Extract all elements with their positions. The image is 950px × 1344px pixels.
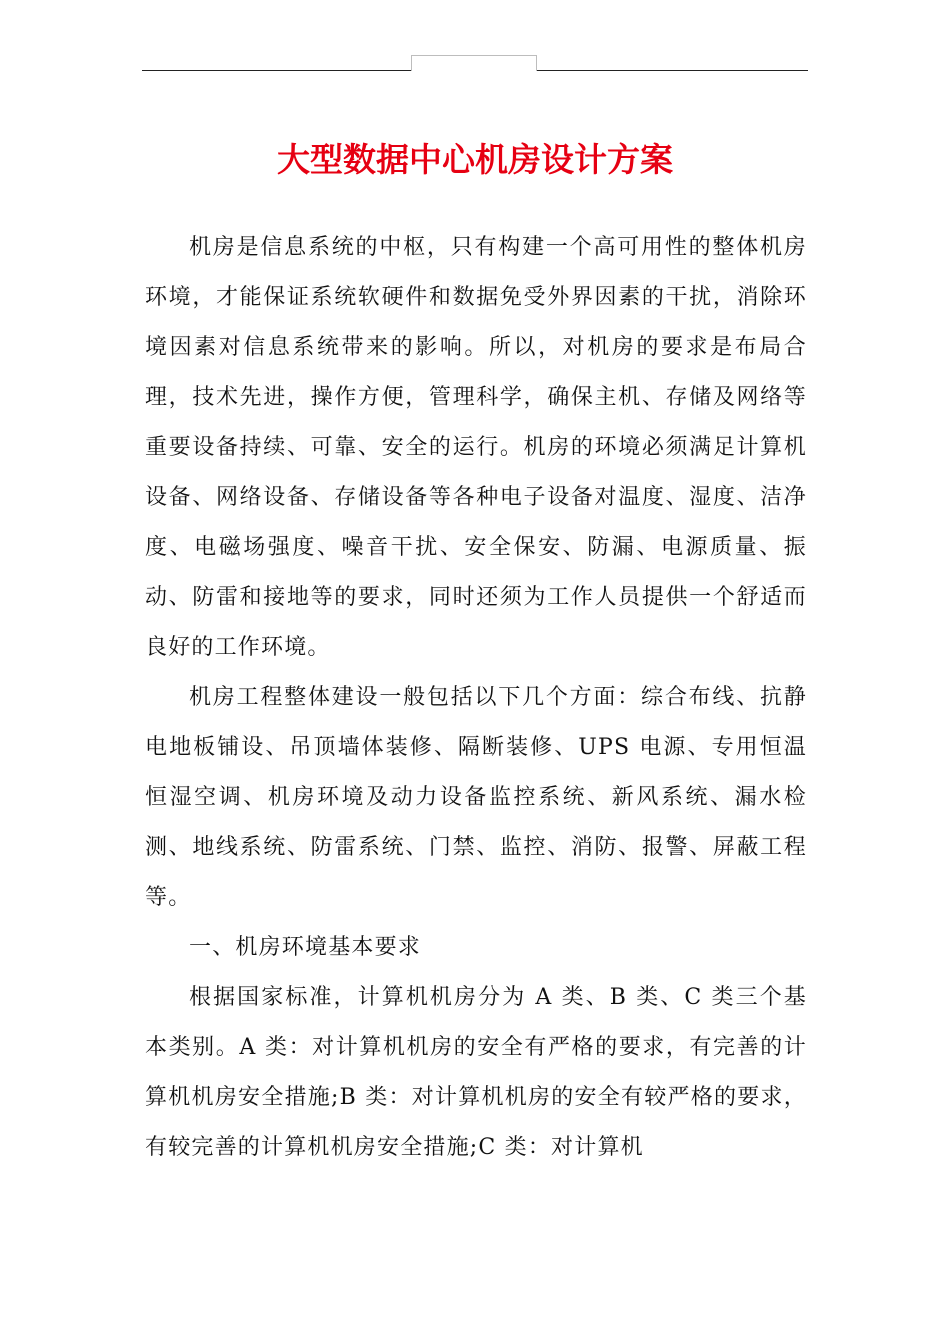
section-paragraph: 根据国家标准，计算机机房分为 A 类、B 类、C 类三个基本类别。A 类：对计算机机房的安全有严格的要求，有完善的计算机机房安全措施;B 类：对计算机机房的安全有较严格的要求，有较完善的计算机机房安全措施;C 类：对计算机 (145, 985, 807, 1160)
header-tab (411, 55, 537, 71)
document-title: 大型数据中心机房设计方案 (277, 140, 673, 179)
section-heading: 一、机房环境基本要求 (189, 935, 422, 960)
body-paragraph-2: 机房工程整体建设一般包括以下几个方面：综合布线、抗静电地板铺设、吊顶墙体装修、隔断装修、UPS 电源、专用恒温恒湿空调、机房环境及动力设备监控系统、新风系统、漏水检测、地线系统、防雷系统、门禁、监控、消防、报警、屏蔽工程等。 (145, 685, 807, 910)
document-body (145, 223, 807, 1173)
body-paragraph-1: 机房是信息系统的中枢，只有构建一个高可用性的整体机房环境，才能保证系统软硬件和数据免受外界因素的干扰，消除环境因素对信息系统带来的影响。所以，对机房的要求是布局合理，技术先进，操作方便，管理科学，确保主机、存储及网络等重要设备持续、可靠、安全的运行。机房的环境必须满足计算机设备、网络设备、存储设备等各种电子设备对温度、湿度、洁净度、电磁场强度、噪音干扰、安全保安、防漏、电源质量、振动、防雷和接地等的要求，同时还须为工作人员提供一个舒适而良好的工作环境。 (145, 235, 807, 660)
